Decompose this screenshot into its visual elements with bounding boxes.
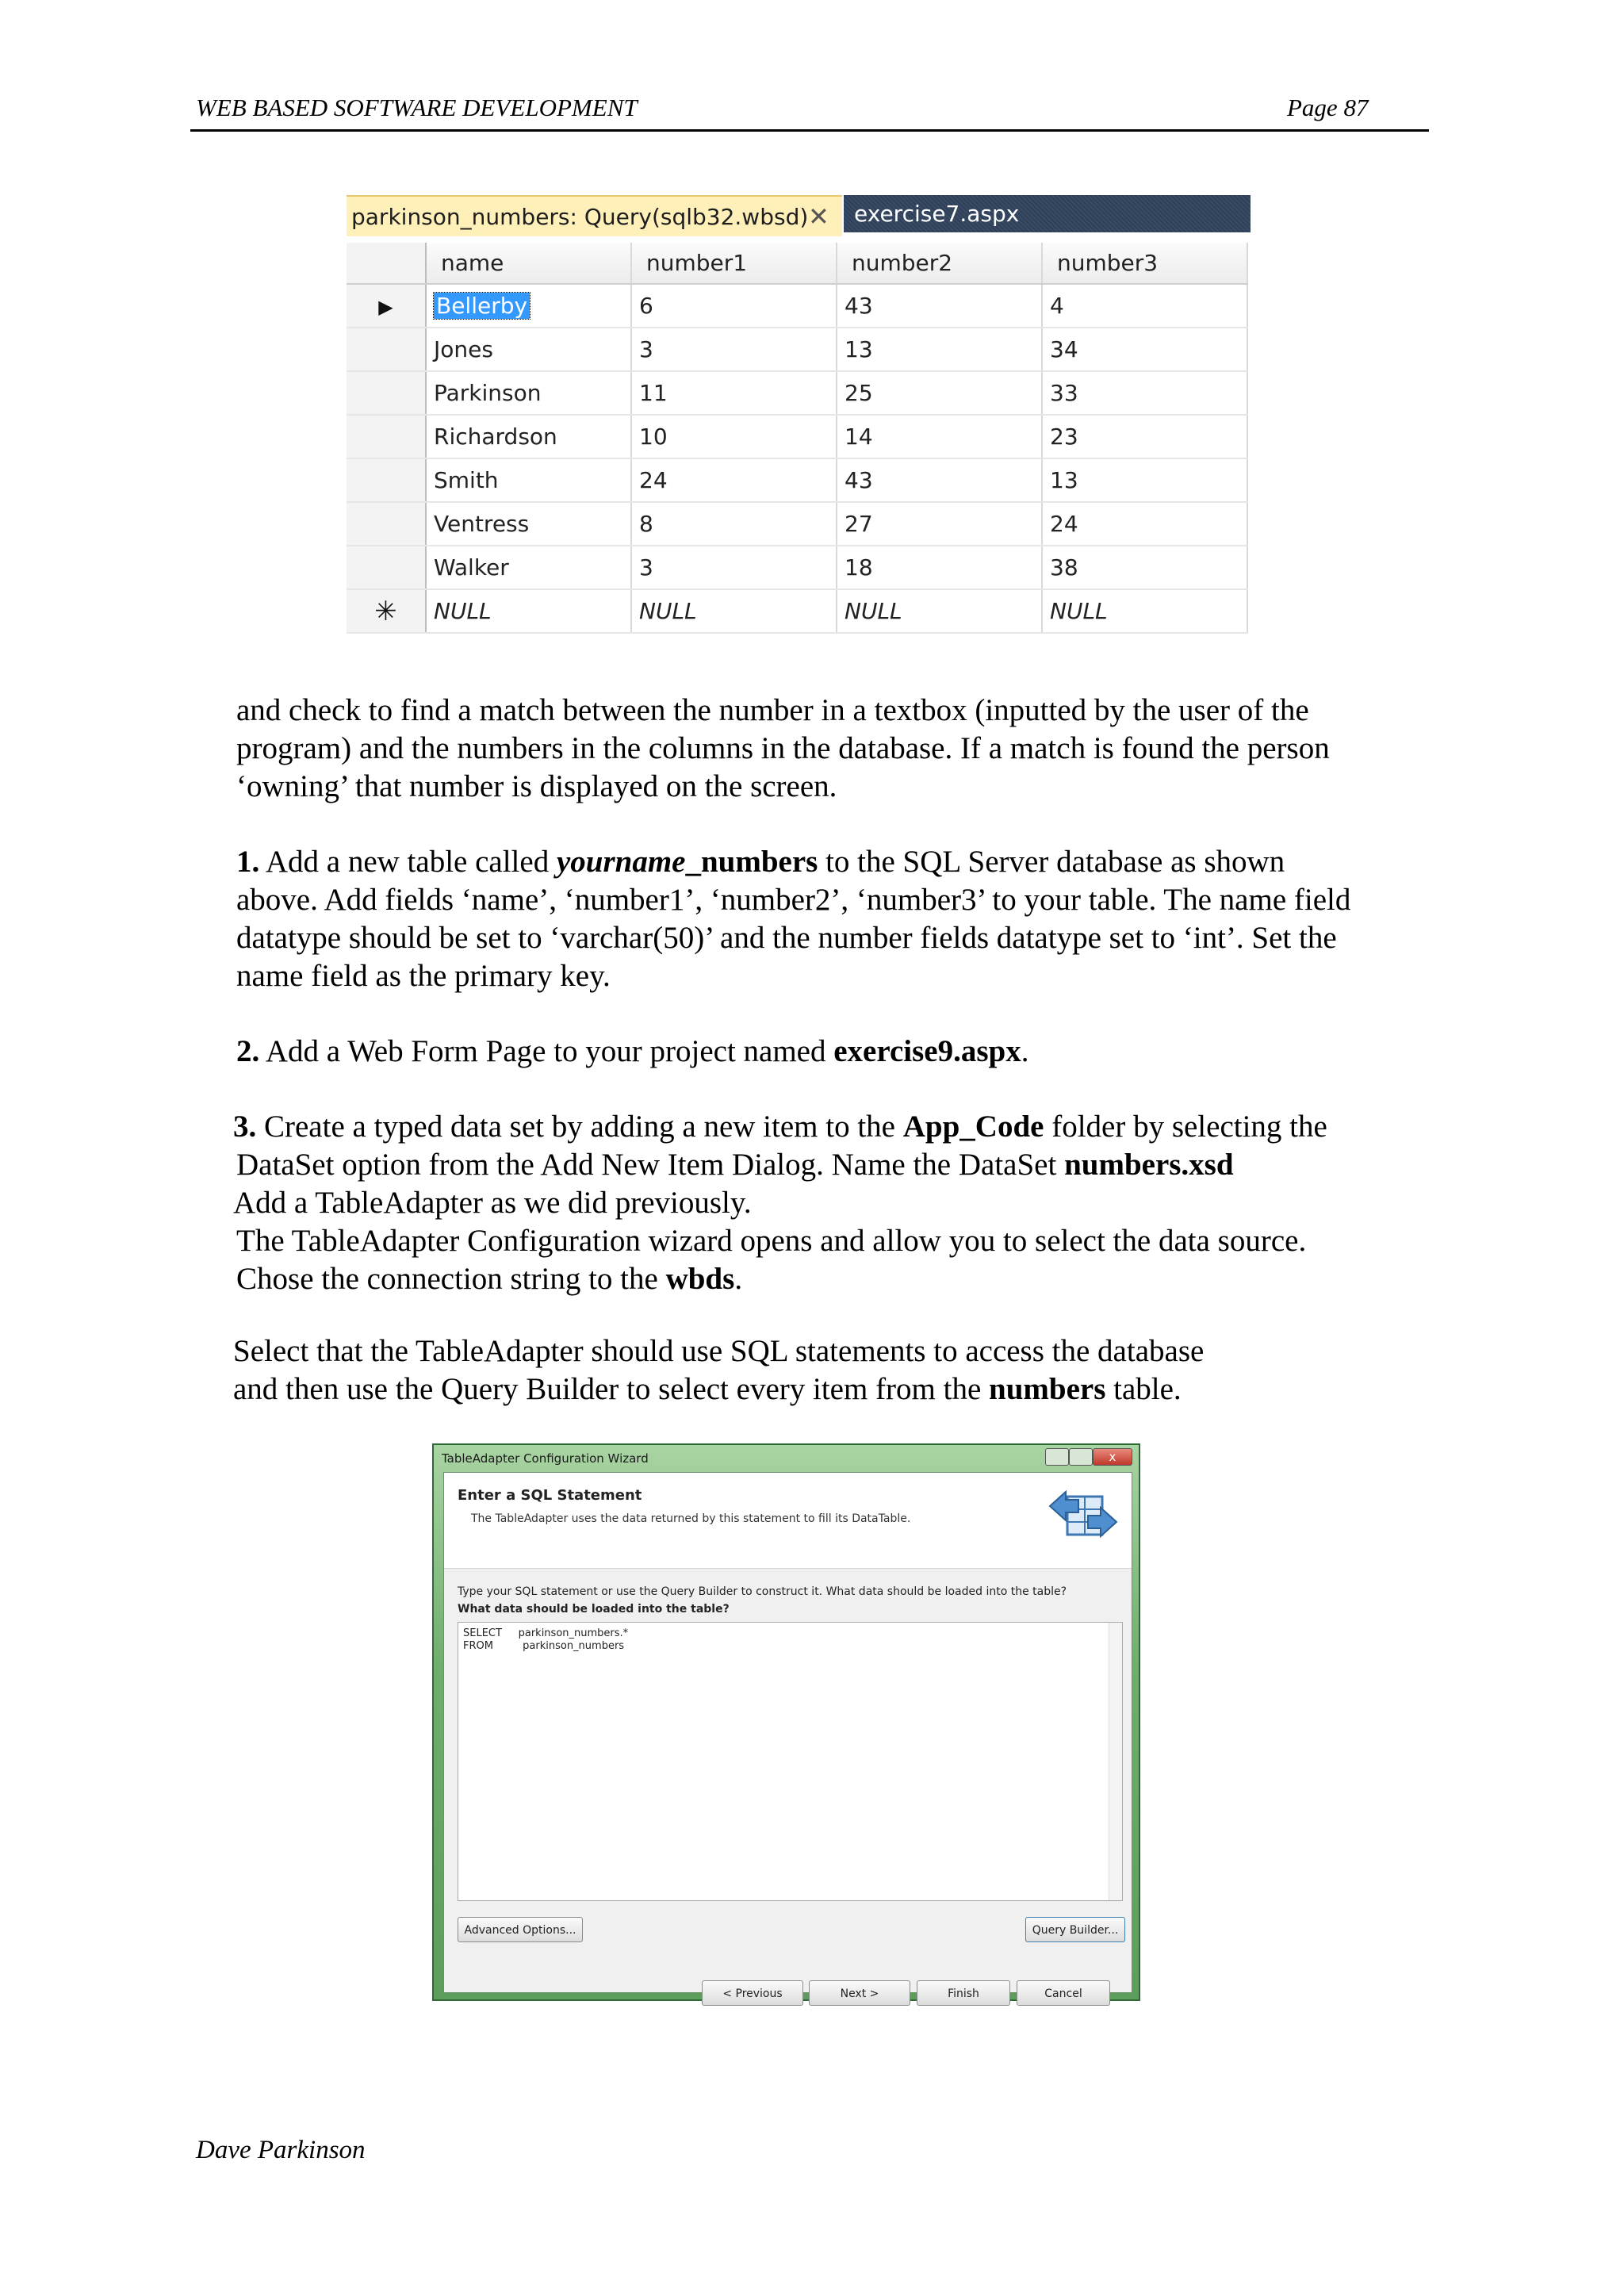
table-cell[interactable]: 10: [631, 415, 837, 458]
wizard-heading: Enter a SQL Statement: [458, 1487, 642, 1504]
window-controls: [1045, 1448, 1132, 1466]
table-row[interactable]: [347, 284, 1247, 328]
table-row[interactable]: [347, 502, 1247, 546]
results-table: [347, 243, 1248, 634]
table-row[interactable]: [347, 371, 1247, 415]
table-cell[interactable]: Richardson: [426, 415, 631, 458]
wizard-header: [444, 1473, 1132, 1569]
bold-term: numbers: [989, 1372, 1106, 1406]
table-cell[interactable]: 18: [837, 546, 1042, 589]
table-cell[interactable]: NULL: [837, 589, 1042, 633]
text-line: Select that the TableAdapter should use SQL statements to access the database: [233, 1334, 1205, 1368]
text-run: .: [1021, 1034, 1029, 1068]
tab-query[interactable]: [347, 195, 842, 236]
text-line: ‘owning’ that number is displayed on the screen.: [236, 769, 837, 803]
new-row-star-icon: ✳: [374, 595, 397, 627]
query-results-screenshot: [347, 195, 1251, 649]
text-run: to the SQL Server database as shown: [818, 845, 1285, 879]
table-row[interactable]: [347, 415, 1247, 458]
row-header[interactable]: [347, 415, 426, 458]
bold-italic-term: yourname: [556, 845, 686, 879]
table-cell[interactable]: 43: [837, 458, 1042, 502]
advanced-options-button[interactable]: Advanced Options...: [458, 1917, 583, 1942]
tab-exercise7-label: exercise7.aspx: [854, 201, 1020, 227]
step-number: 1.: [236, 845, 260, 879]
textarea-scrollbar[interactable]: [1109, 1623, 1122, 1900]
footer-author: Dave Parkinson: [196, 2136, 366, 2164]
finish-button[interactable]: Finish: [917, 1980, 1010, 2006]
new-row[interactable]: [347, 589, 1247, 633]
text-line: The TableAdapter Configuration wizard opens and allow you to select the data source.: [236, 1224, 1307, 1258]
table-cell[interactable]: 33: [1042, 371, 1247, 415]
text-run: DataSet option from the Add New Item Dialog. Name the DataSet: [236, 1148, 1065, 1182]
text-run: Create a typed data set by adding a new item to the: [256, 1110, 903, 1144]
table-row[interactable]: [347, 328, 1247, 371]
bold-term: _numbers: [685, 845, 818, 879]
text-line: and check to find a match between the number in a textbox (inputted by the user of the: [236, 693, 1309, 727]
table-cell[interactable]: 23: [1042, 415, 1247, 458]
row-header-corner: [347, 243, 426, 284]
header-rule: [190, 129, 1429, 132]
bold-term: wbds: [665, 1262, 735, 1296]
table-cell[interactable]: 13: [837, 328, 1042, 371]
wizard-body: [443, 1472, 1132, 2000]
question-label: What data should be loaded into the table?: [458, 1603, 730, 1616]
text-run: folder by selecting the: [1044, 1110, 1327, 1144]
tableadapter-wizard-window: [432, 1443, 1140, 2001]
row-header[interactable]: [347, 546, 426, 589]
table-cell[interactable]: Walker: [426, 546, 631, 589]
bold-term: numbers.xsd: [1064, 1148, 1234, 1182]
text-line: above. Add fields ‘name’, ‘number1’, ‘number2’, ‘number3’ to your table. The name field: [236, 883, 1351, 917]
table-cell[interactable]: Parkinson: [426, 371, 631, 415]
bold-term: exercise9.aspx: [833, 1034, 1021, 1068]
table-cell[interactable]: Jones: [426, 328, 631, 371]
sql-statement-textarea[interactable]: [458, 1622, 1123, 1901]
text-run: Add a new table called: [259, 845, 557, 879]
table-cell[interactable]: 24: [631, 458, 837, 502]
table-cell[interactable]: 6: [631, 284, 837, 328]
previous-button[interactable]: < Previous: [702, 1980, 803, 2006]
text-run: Add a Web Form Page to your project named: [259, 1034, 834, 1068]
document-tabs: [347, 195, 1251, 236]
table-cell[interactable]: 3: [631, 546, 837, 589]
text-line: Add a TableAdapter as we did previously.: [233, 1186, 752, 1220]
table-cell[interactable]: 25: [837, 371, 1042, 415]
row-header[interactable]: [347, 371, 426, 415]
maximize-button[interactable]: [1069, 1448, 1093, 1466]
table-row[interactable]: [347, 546, 1247, 589]
close-icon[interactable]: ✕: [808, 201, 829, 232]
table-cell[interactable]: 4: [1042, 284, 1247, 328]
sql-text[interactable]: SELECT parkinson_numbers.* FROM parkinson_numbers: [463, 1627, 629, 1652]
text-line: program) and the numbers in the columns in the database. If a match is found the person: [236, 731, 1330, 765]
text-run: Chose the connection string to the: [236, 1262, 666, 1296]
wizard-subheading: The TableAdapter uses the data returned by this statement to fill its DataTable.: [471, 1512, 911, 1525]
table-cell[interactable]: 14: [837, 415, 1042, 458]
table-cell[interactable]: Ventress: [426, 502, 631, 546]
text-line: name field as the primary key.: [236, 959, 611, 993]
minimize-button[interactable]: [1045, 1448, 1069, 1466]
select-paragraph: [233, 1332, 1204, 1409]
running-header-title: WEB BASED SOFTWARE DEVELOPMENT: [196, 94, 638, 121]
column-header[interactable]: number1: [631, 243, 837, 284]
next-button[interactable]: Next >: [809, 1980, 910, 2006]
column-header[interactable]: name: [426, 243, 631, 284]
table-cell[interactable]: Smith: [426, 458, 631, 502]
intro-paragraph: [236, 692, 1330, 806]
text-run: table.: [1105, 1372, 1182, 1406]
table-cell[interactable]: 3: [631, 328, 837, 371]
table-cell[interactable]: NULL: [426, 589, 631, 633]
column-header[interactable]: number3: [1042, 243, 1247, 284]
step-1-paragraph: [236, 843, 1350, 995]
table-cell[interactable]: 8: [631, 502, 837, 546]
current-row-arrow-icon: ▶: [378, 296, 393, 318]
row-header[interactable]: [347, 458, 426, 502]
step-3-paragraph: [233, 1108, 1327, 1298]
step-2-paragraph: [236, 1033, 1028, 1071]
table-row[interactable]: [347, 458, 1247, 502]
table-cell[interactable]: 38: [1042, 546, 1247, 589]
table-cell[interactable]: 34: [1042, 328, 1247, 371]
row-header[interactable]: [347, 328, 426, 371]
page-number: Page 87: [1287, 94, 1369, 121]
query-builder-button[interactable]: Query Builder...: [1025, 1917, 1125, 1942]
table-cell[interactable]: NULL: [1042, 589, 1247, 633]
row-header[interactable]: [347, 502, 426, 546]
table-arrows-icon: [1047, 1482, 1120, 1546]
table-cell[interactable]: 43: [837, 284, 1042, 328]
text-run: .: [734, 1262, 743, 1296]
table-cell[interactable]: 24: [1042, 502, 1247, 546]
step-number: 2.: [236, 1034, 260, 1068]
selected-cell-text[interactable]: Bellerby: [434, 293, 530, 319]
bold-term: App_Code: [902, 1110, 1044, 1144]
step-number: 3.: [233, 1110, 257, 1144]
window-title: TableAdapter Configuration Wizard: [442, 1451, 649, 1466]
table-cell[interactable]: 11: [631, 371, 837, 415]
close-button[interactable]: x: [1093, 1448, 1132, 1466]
table-header-row: [347, 243, 1247, 284]
table-cell[interactable]: 27: [837, 502, 1042, 546]
table-cell[interactable]: [426, 284, 631, 328]
text-run: and then use the Query Builder to select every item from the: [233, 1372, 990, 1406]
table-cell[interactable]: NULL: [631, 589, 837, 633]
table-cell[interactable]: 13: [1042, 458, 1247, 502]
cancel-button[interactable]: Cancel: [1017, 1980, 1110, 2006]
instruction-text: Type your SQL statement or use the Query Builder to construct it. What data should be loaded into the table?: [458, 1585, 1067, 1598]
text-line: datatype should be set to ‘varchar(50)’ and the number fields datatype set to ‘int’. Set the: [236, 921, 1337, 955]
tab-exercise7[interactable]: [844, 195, 1251, 232]
column-header[interactable]: number2: [837, 243, 1042, 284]
tab-query-label: parkinson_numbers: Query(sqlb32.wbsd): [351, 204, 809, 230]
